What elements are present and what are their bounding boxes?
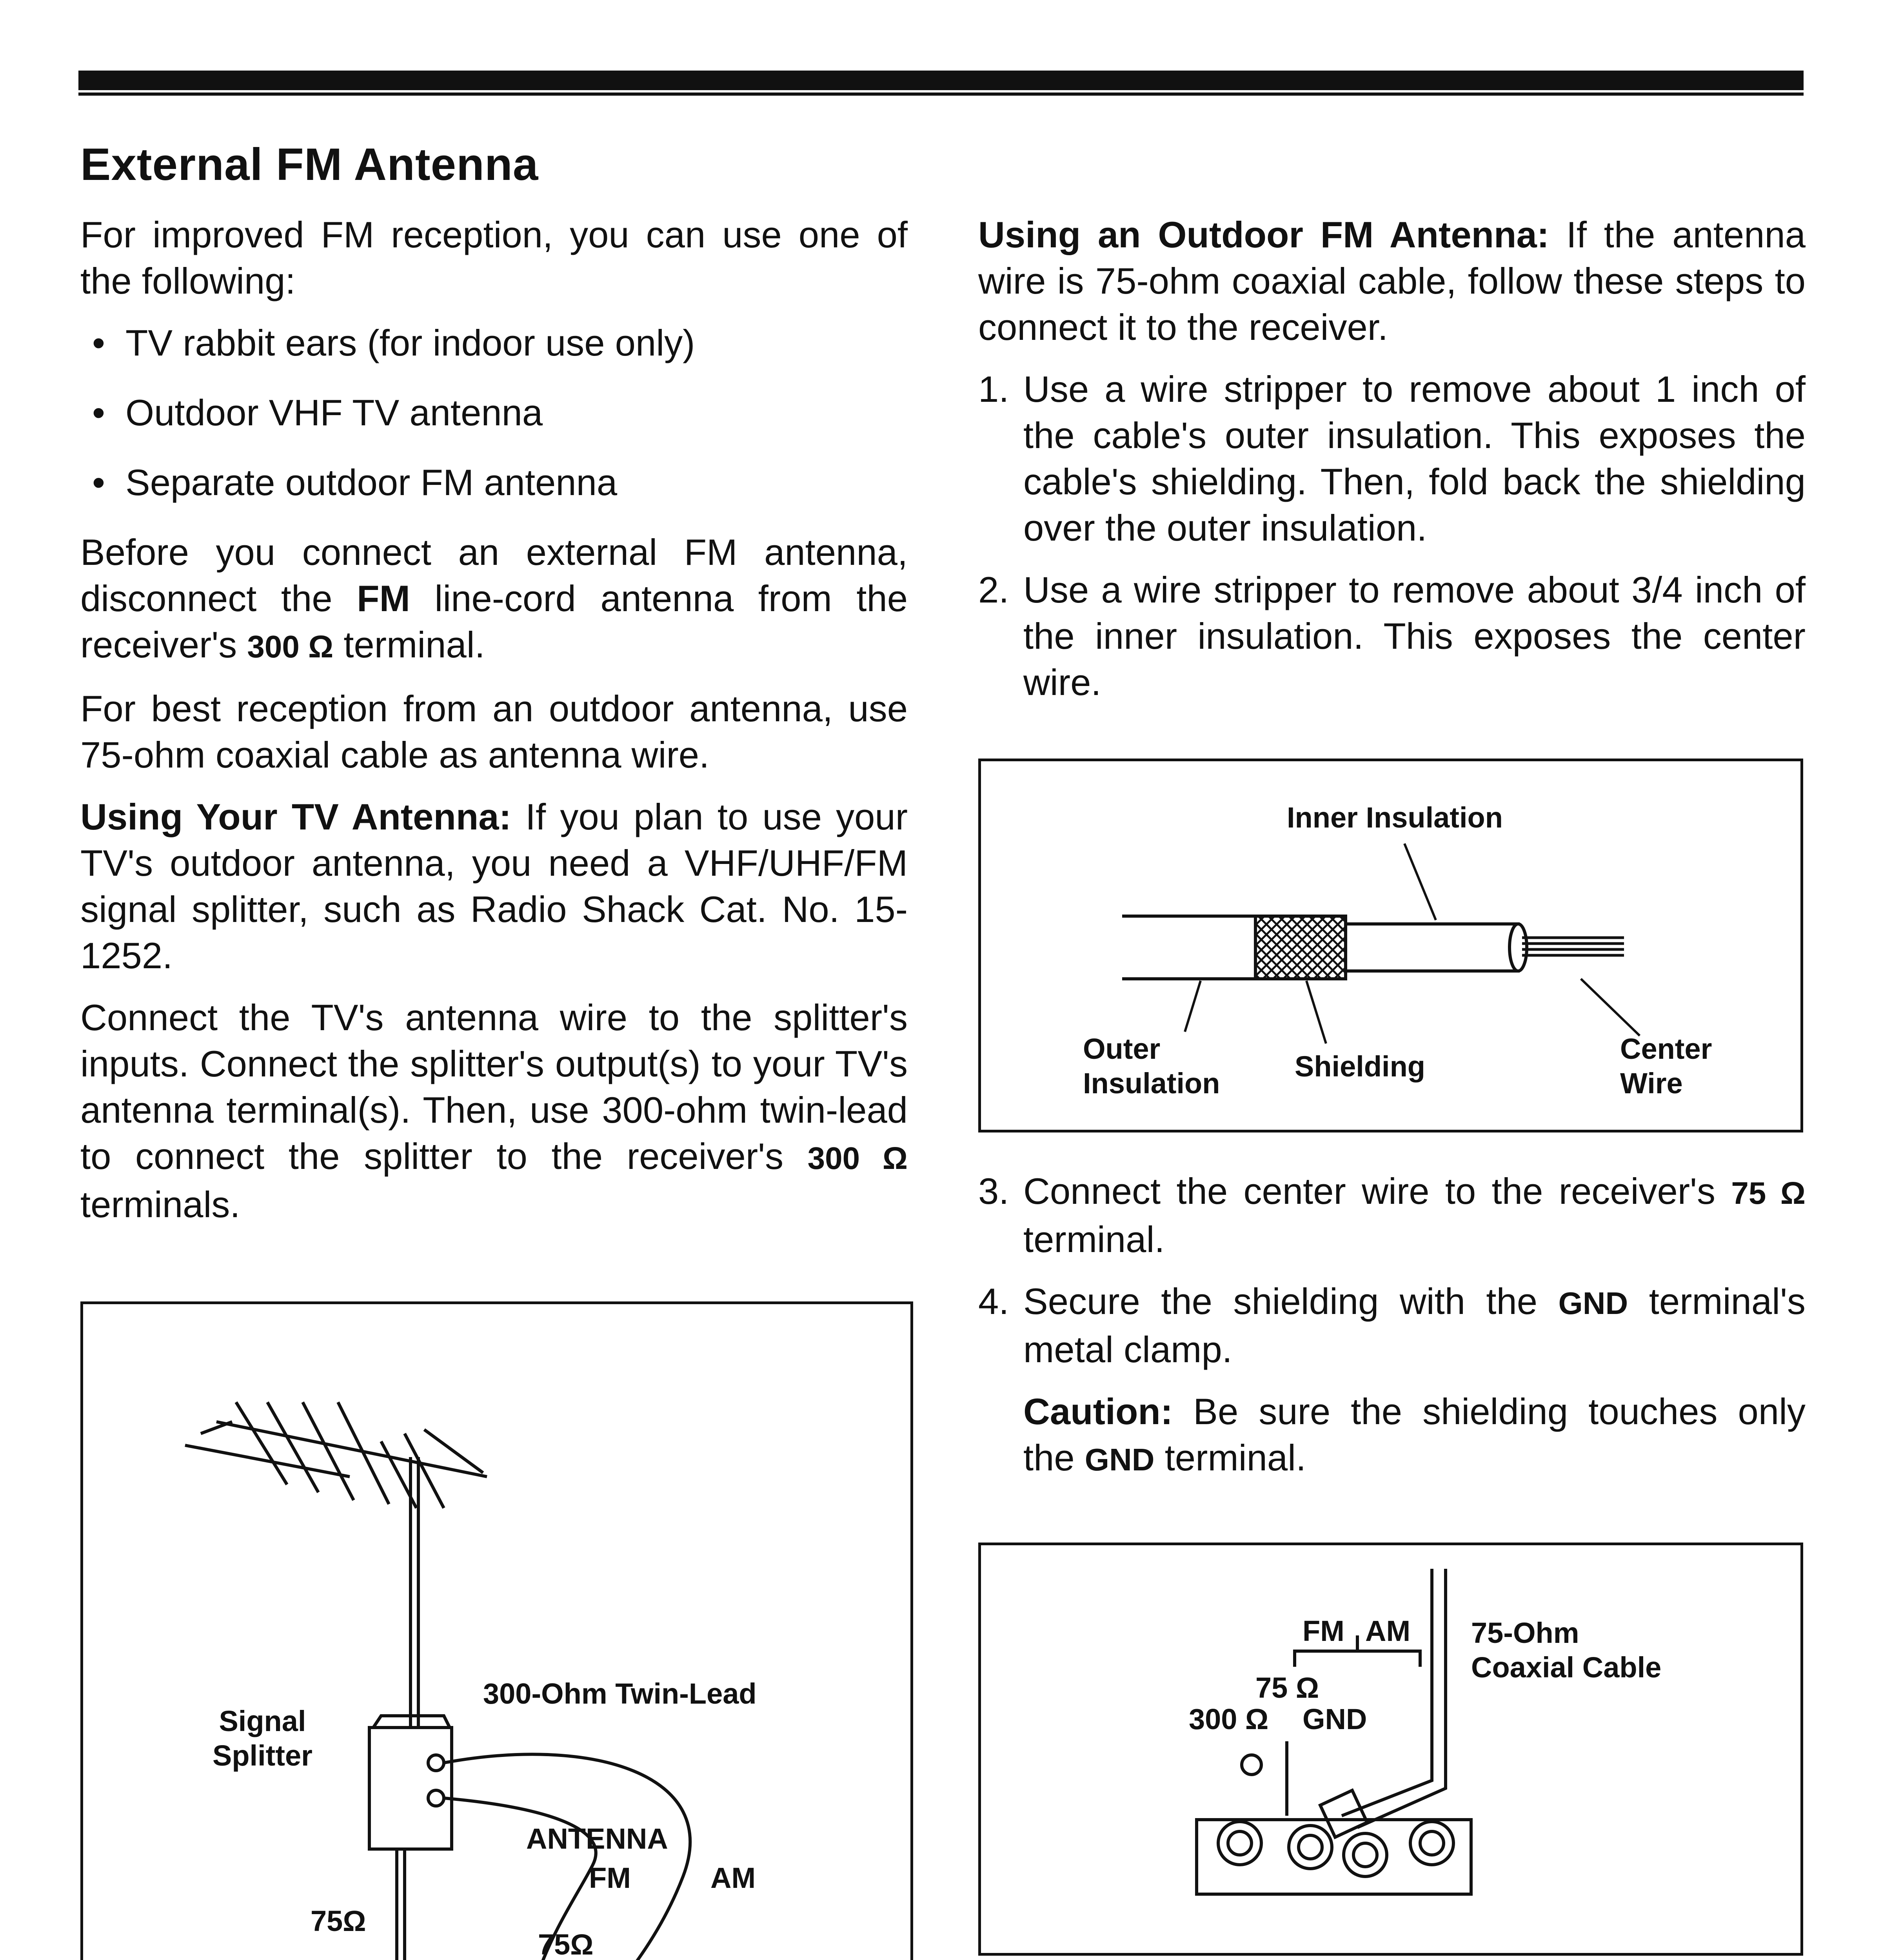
steps-list-b bbox=[978, 1168, 1806, 1373]
coax-cable-figure bbox=[978, 759, 1803, 1132]
inner-insulation-label: Inner Insulation bbox=[1287, 801, 1503, 834]
coax-gnd-label: GND bbox=[1303, 1703, 1367, 1735]
center-wire-label: Center Wire bbox=[1620, 1033, 1712, 1100]
ohm75-tv-label: 75Ω bbox=[311, 1905, 366, 1937]
outdoor-antenna-heading: Using an Outdoor FM Antenna: bbox=[978, 214, 1550, 255]
top-rule bbox=[78, 71, 1804, 90]
antenna-options-list bbox=[80, 320, 908, 506]
twin-lead-label: 300-Ohm Twin-Lead bbox=[483, 1677, 757, 1710]
tv-antenna-heading: Using Your TV Antenna: bbox=[80, 796, 511, 837]
connect-splitter-paragraph: Connect the TV's antenna wire to the splitter's inputs. Connect the splitter's output(s) to your TV's antenna terminal(s). Then, use 300-ohm twin-lead to connect the splitter to the receiver's 300 Ω terminals. bbox=[80, 997, 908, 1225]
list-item: • TV rabbit ears (for indoor use only) bbox=[80, 320, 908, 366]
tv-antenna-drawing bbox=[83, 1304, 910, 1960]
right-column-middle bbox=[978, 1168, 1806, 1499]
coax-fm-label: FM bbox=[1303, 1615, 1344, 1647]
antenna-label: ANTENNA bbox=[526, 1822, 668, 1855]
right-column-top bbox=[978, 212, 1806, 721]
outdoor-antenna-paragraph: Using an Outdoor FM Antenna: If the antenna wire is 75-ohm coaxial cable, follow these steps to connect it to the receiver. bbox=[978, 214, 1806, 348]
coax-75-label: 75 Ω bbox=[1255, 1671, 1319, 1704]
section-title: External FM Antenna bbox=[80, 139, 539, 190]
best-reception-paragraph: For best reception from an outdoor antenna, use 75-ohm coaxial cable as antenna wire. bbox=[80, 688, 908, 775]
top-rule-thin bbox=[78, 93, 1804, 96]
shielding-label: Shielding bbox=[1295, 1050, 1425, 1083]
list-item: • Outdoor VHF TV antenna bbox=[80, 390, 908, 436]
steps-list-a bbox=[978, 366, 1806, 706]
disconnect-paragraph: Before you connect an external FM antenna, disconnect the FM line-cord antenna from the receiver's 300 Ω terminal. bbox=[80, 532, 908, 665]
list-item: • Separate outdoor FM antenna bbox=[80, 459, 908, 506]
coax-connection-drawing bbox=[981, 1545, 1800, 1953]
list-item: 1. Use a wire stripper to remove about 1 inch of the cable's outer insulation. This exposes the cable's shielding. Then, fold back the shielding over the outer insulation. bbox=[978, 368, 1806, 548]
am-label: AM bbox=[710, 1862, 756, 1894]
signal-splitter-label: Signal Splitter bbox=[213, 1705, 312, 1772]
caution-note: Caution: Be sure the shielding touches only the GND terminal. bbox=[1023, 1391, 1806, 1478]
ohm75-label: 75Ω bbox=[538, 1928, 594, 1960]
left-column bbox=[80, 212, 908, 1243]
coax-title: 75-Ohm Coaxial Cable bbox=[1471, 1617, 1662, 1684]
coax-am-label: AM bbox=[1365, 1615, 1411, 1647]
intro-paragraph: For improved FM reception, you can use one of the following: bbox=[80, 214, 908, 301]
list-item: 2. Use a wire stripper to remove about 3/4 inch of the inner insulation. This exposes the center wire. bbox=[978, 569, 1806, 703]
outer-insulation-label: Outer Insulation bbox=[1083, 1033, 1220, 1100]
fm-label: FM bbox=[589, 1862, 631, 1894]
list-item: 4. Secure the shielding with the GND terminal's metal clamp. bbox=[978, 1281, 1806, 1370]
tv-antenna-paragraph: Using Your TV Antenna: If you plan to use your TV's outdoor antenna, you need a VHF/UHF/FM signal splitter, such as Radio Shack Cat. No. 15-1252. bbox=[80, 796, 908, 976]
coax-connection-figure bbox=[978, 1543, 1803, 1956]
list-item: 3. Connect the center wire to the receiver's 75 Ω terminal. bbox=[978, 1171, 1806, 1260]
tv-antenna-figure bbox=[80, 1301, 913, 1960]
coax-300-label: 300 Ω bbox=[1189, 1703, 1269, 1735]
